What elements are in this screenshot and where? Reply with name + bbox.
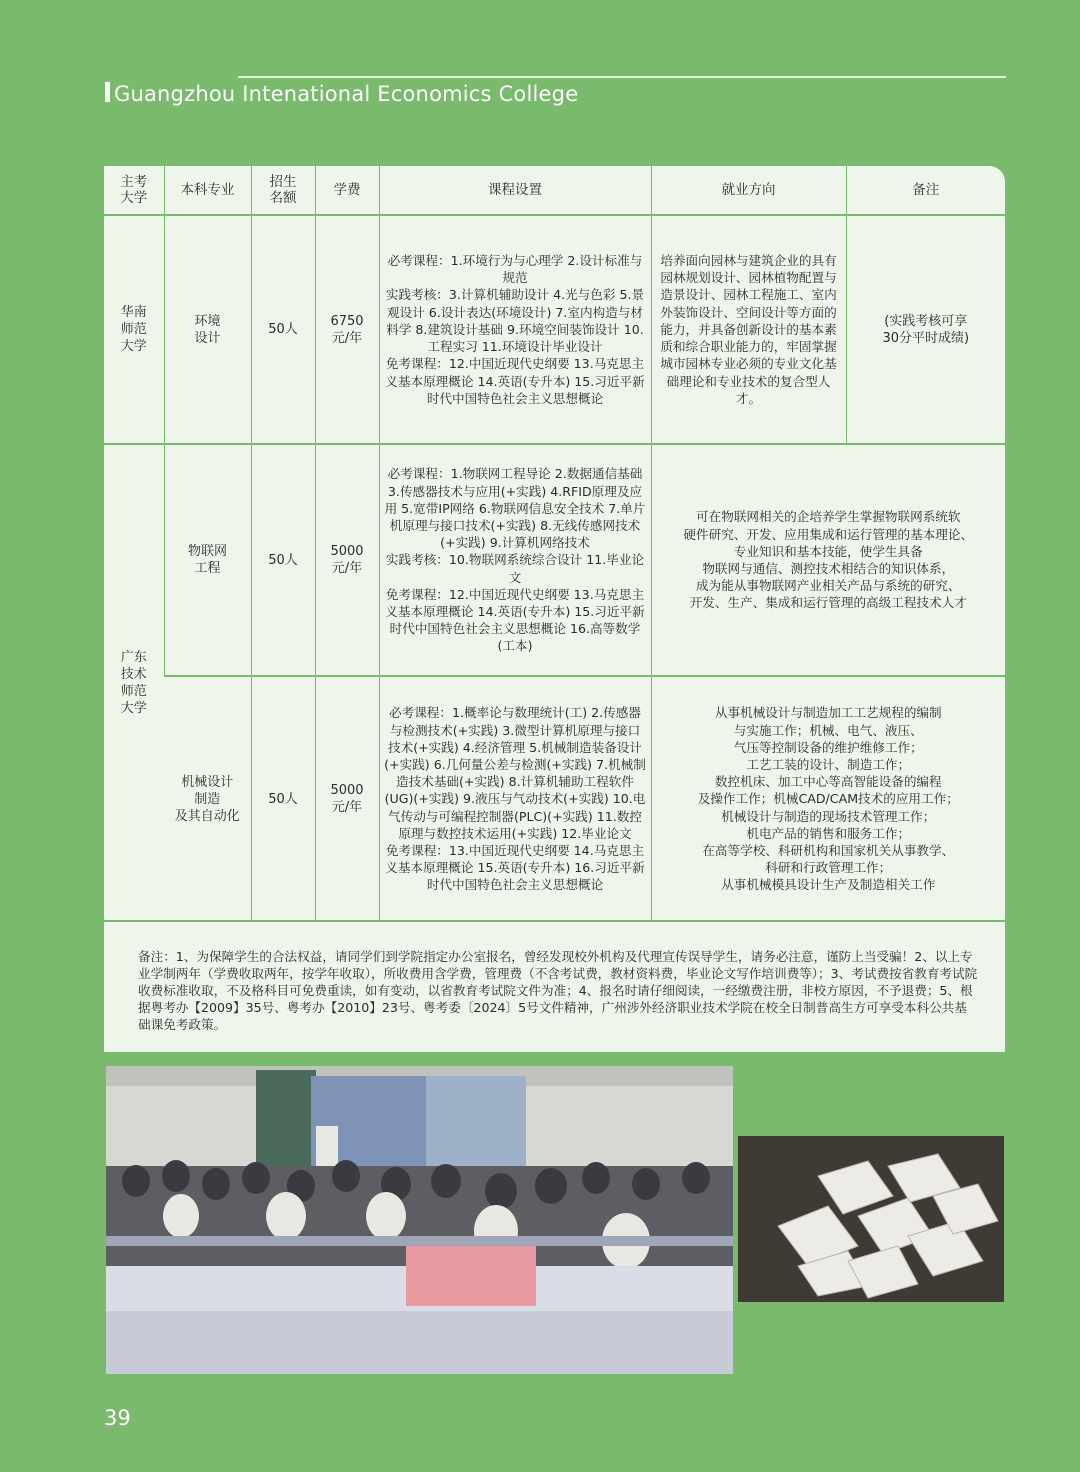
header-accent-bar <box>105 82 110 102</box>
header-university: 主考 大学 <box>104 166 164 215</box>
table-row <box>104 444 1005 676</box>
career-cell: 可在物联网相关的企培养学生掌握物联网系统软 硬件研究、开发、应用集成和运行管理的基本理论、 专业知识和基本技能，使学生具备 物联网与通信、测控技术相结合的知识体系， 成为能从事物联网产业相关产品与系统的研究、 开发、生产、集成和运行管理的高级工程技术人才 <box>651 444 1005 676</box>
quota-cell: 50人 <box>251 215 315 444</box>
notes-text: 备注：1、为保障学生的合法权益，请同学们到学院指定办公室报名，曾经发现校外机构及代理宣传误导学生，请务必注意，谨防上当受骗！2、以上专业学制两年（学费收取两年，按学年收取），所收费用含学费，管理费（不含考试费，教材资料费，毕业论文写作培训费等）；3、考试费按省教育考试院收费标准收取，不及格科目可免费重读，如有变动，以省教育考试院文件为准；4、报名时请仔细阅读，一经缴费注册，非校方原因，不予退费；5、根据粤考办【2009】35号、粤考办【2010】23号、粤考委〔2024〕5号文件精神，广州涉外经济职业技术学院在校全日制普高生方可享受本科公共基础课免考政策。 <box>138 949 978 1032</box>
notes-box <box>104 920 1005 1052</box>
header-courses: 课程设置 <box>379 166 651 215</box>
quota-cell: 50人 <box>251 444 315 676</box>
header-fee: 学费 <box>315 166 379 215</box>
header-major: 本科专业 <box>164 166 251 215</box>
fee-cell: 6750 元/年 <box>315 215 379 444</box>
university-cell: 华南 师范 大学 <box>104 215 164 444</box>
major-cell: 环境 设计 <box>164 215 251 444</box>
header-remark: 备注 <box>846 166 1005 215</box>
certificates-photo-image <box>738 1136 1004 1302</box>
page-number: 39 <box>104 1406 131 1430</box>
fee-cell: 5000 元/年 <box>315 444 379 676</box>
remark-cell: (实践考核可享 30分平时成绩) <box>846 215 1005 444</box>
header-divider <box>238 76 1006 78</box>
courses-cell: 必考课程：1.物联网工程导论 2.数据通信基础 3.传感器技术与应用(+实践) 4.RFID原理及应用 5.宽带IP网络 6.物联网信息安全技术 7.单片机原理与接口技术(+实践) 8.无线传感网技术(+实践) 9.计算机网络技术 实践考核：10.物联网系统综合设计 11.毕业论文 免考课程：12.中国近现代史纲要 13.马克思主义基本原理概论 14.英语(专升本) 15.习近平新时代中国特色社会主义思想概论 16.高等数学(工本) <box>379 444 651 676</box>
major-cell: 机械设计 制造 及其自动化 <box>164 676 251 920</box>
career-cell: 培养面向园林与建筑企业的具有园林规划设计、园林植物配置与造景设计、园林工程施工、室内外装饰设计、空间设计等方面的能力，并具备创新设计的基本素质和综合职业能力的，牢固掌握城市园林专业必须的专业文化基础理论和专业技术的复合型人才。 <box>651 215 846 444</box>
header-quota: 招生 名额 <box>251 166 315 215</box>
admissions-table <box>104 166 1005 920</box>
classroom-photo-image <box>106 1066 733 1374</box>
quota-cell: 50人 <box>251 676 315 920</box>
table-row <box>104 215 1005 444</box>
header-career: 就业方向 <box>651 166 846 215</box>
university-cell: 广东 技术 师范 大学 <box>104 444 164 920</box>
college-title: Guangzhou Intenational Economics College <box>114 82 579 106</box>
classroom-photo <box>106 1066 733 1374</box>
admissions-table-panel <box>104 166 1005 920</box>
certificates-photo <box>738 1136 1004 1302</box>
courses-cell: 必考课程：1.概率论与数理统计(工) 2.传感器与检测技术(+实践) 3.微型计算机原理与接口技术(+实践) 4.经济管理 5.机械制造装备设计(+实践) 6.几何量公差与检测(+实践) 7.机械制造技术基础(+实践) 8.计算机辅助工程软件(UG)(+实践) 9.液压与气动技术(+实践) 10.电气传动与可编程控制器(PLC)(+实践) 11.数控原理与数控技术运用(+实践) 12.毕业论文 免考课程：13.中国近现代史纲要 14.马克思主义基本原理概论 15.英语(专升本) 16.习近平新时代中国特色社会主义思想概论 <box>379 676 651 920</box>
career-cell: 从事机械设计与制造加工工艺规程的编制 与实施工作；机械、电气、液压、 气压等控制设备的维护维修工作； 工艺工装的设计、制造工作； 数控机床、加工中心等高智能设备的编程 及操作工作；机械CAD/CAM技术的应用工作； 机械设计与制造的现场技术管理工作； 机电产品的销售和服务工作； 在高等学校、科研机构和国家机关从事教学、 科研和行政管理工作； 从事机械模具设计生产及制造相关工作 <box>651 676 1005 920</box>
table-header-row <box>104 166 1005 215</box>
courses-cell: 必考课程：1.环境行为与心理学 2.设计标准与规范 实践考核：3.计算机辅助设计 4.光与色彩 5.景观设计 6.设计表达(环境设计) 7.室内构造与材料学 8.建筑设计基础 9.环境空间装饰设计 10.工程实习 11.环境设计毕业设计 免考课程：12.中国近现代史纲要 13.马克思主义基本原理概论 14.英语(专升本) 15.习近平新时代中国特色社会主义思想概论 <box>379 215 651 444</box>
fee-cell: 5000 元/年 <box>315 676 379 920</box>
table-row <box>104 676 1005 920</box>
major-cell: 物联网 工程 <box>164 444 251 676</box>
